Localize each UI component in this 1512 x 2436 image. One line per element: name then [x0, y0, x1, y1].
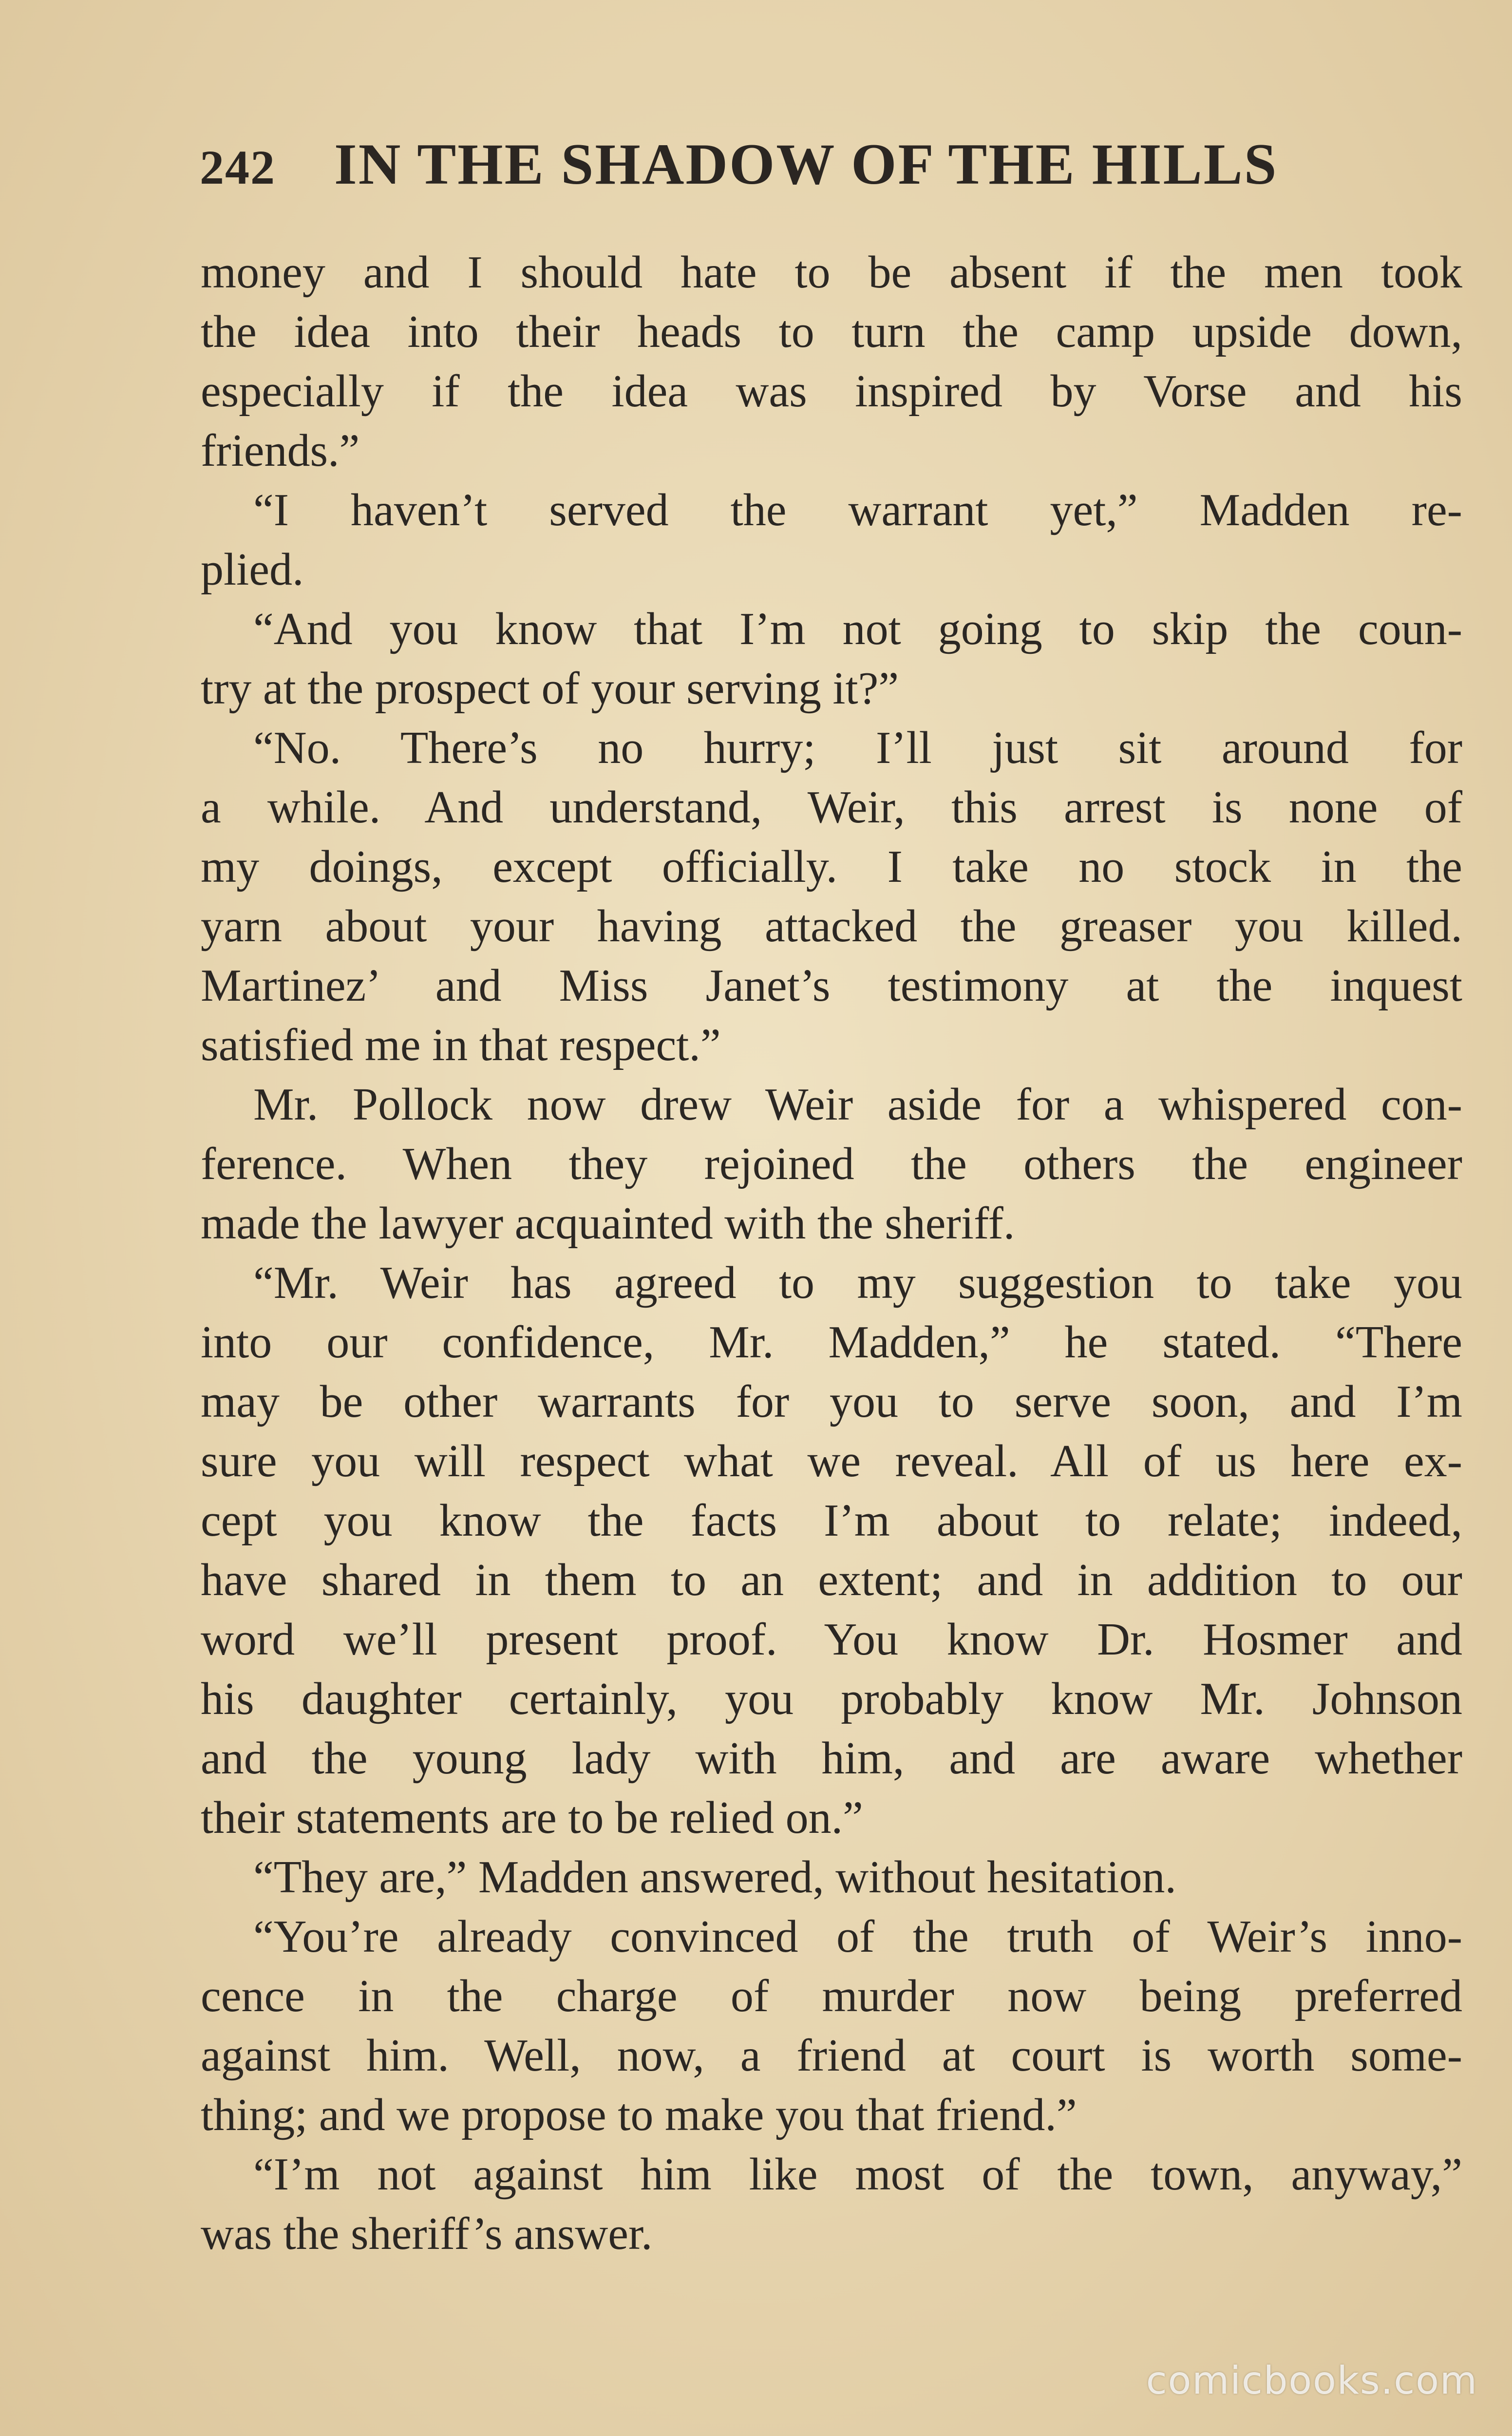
text-line: the idea into their heads to turn the camp upside down,	[201, 306, 1462, 357]
text-line: cept you know the facts I’m about to relate; indeed,	[201, 1495, 1462, 1546]
text-line: “I haven’t served the warrant yet,” Madden re-	[253, 485, 1462, 535]
text-line: “I’m not against him like most of the town, anyway,”	[253, 2149, 1462, 2200]
text-line: plied.	[201, 544, 304, 595]
text-line: thing; and we propose to make you that friend.”	[201, 2090, 1077, 2140]
text-line: against him. Well, now, a friend at court is worth some-	[201, 2030, 1462, 2081]
text-line: may be other warrants for you to serve soon, and I’m	[201, 1376, 1462, 1427]
text-line: a while. And understand, Weir, this arrest is none of	[201, 782, 1462, 833]
text-line: satisfied me in that respect.”	[201, 1020, 721, 1070]
text-line: made the lawyer acquainted with the sheriff.	[201, 1198, 1015, 1249]
text-line: Mr. Pollock now drew Weir aside for a whispered con-	[253, 1079, 1462, 1130]
text-line: was the sheriff’s answer.	[201, 2208, 653, 2259]
text-line: his daughter certainly, you probably know Mr. Johnson	[201, 1674, 1462, 1724]
page-number: 242	[200, 140, 276, 194]
text-line: their statements are to be relied on.”	[201, 1792, 863, 1843]
text-line: friends.”	[201, 425, 360, 476]
text-line: try at the prospect of your serving it?”	[201, 663, 899, 714]
text-line: word we’ll present proof. You know Dr. Hosmer and	[201, 1614, 1462, 1665]
text-line: sure you will respect what we reveal. All of us here ex-	[201, 1436, 1462, 1486]
text-line: and the young lady with him, and are aware whether	[201, 1733, 1462, 1784]
text-line: “Mr. Weir has agreed to my suggestion to take you	[253, 1257, 1462, 1308]
text-line: have shared in them to an extent; and in addition to our	[201, 1555, 1462, 1605]
text-line: cence in the charge of murder now being preferred	[201, 1971, 1462, 2021]
text-line: especially if the idea was inspired by Vorse and his	[201, 366, 1462, 417]
text-line: money and I should hate to be absent if the men took	[201, 247, 1462, 298]
text-line: “No. There’s no hurry; I’ll just sit around for	[253, 723, 1462, 773]
text-line: yarn about your having attacked the greaser you killed.	[201, 901, 1462, 952]
watermark: comicbooks.com	[1146, 2359, 1478, 2403]
running-title: IN THE SHADOW OF THE HILLS	[334, 132, 1278, 196]
text-line: Martinez’ and Miss Janet’s testimony at the inquest	[201, 960, 1462, 1011]
text-line: ference. When they rejoined the others the engineer	[201, 1139, 1462, 1189]
text-line: into our confidence, Mr. Madden,” he stated. “There	[201, 1317, 1462, 1368]
text-line: my doings, except officially. I take no stock in the	[201, 841, 1462, 892]
page-header	[200, 131, 1466, 204]
text-line: “They are,” Madden answered, without hesitation.	[253, 1852, 1177, 1903]
text-line: “You’re already convinced of the truth of Weir’s inno-	[253, 1911, 1462, 1962]
text-line: “And you know that I’m not going to skip the coun-	[253, 604, 1462, 654]
body-text	[201, 243, 1462, 2264]
